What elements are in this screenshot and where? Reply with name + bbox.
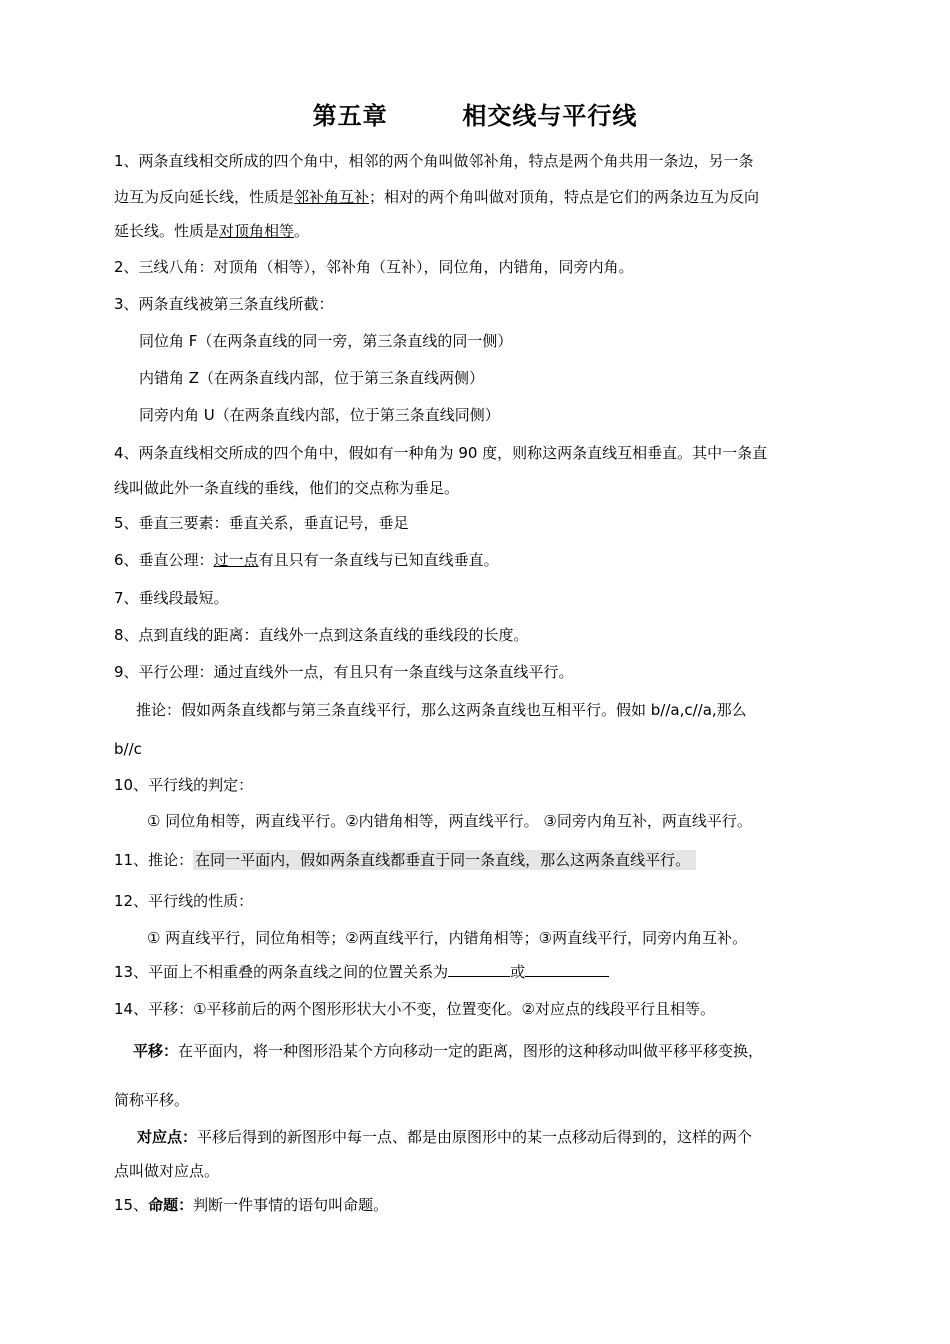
item-15-number: 15、 [114, 1196, 149, 1214]
item-1-line-a: 1、两条直线相交所成的四个角中，相邻的两个角叫做邻补角，特点是两个角共用一条边，另一条 [114, 152, 754, 170]
item-1-text: 边互为反向延长线，性质是 [114, 188, 295, 206]
proposition-term: 命题： [148, 1196, 194, 1214]
item-8: 8、点到直线的距离：直线外一点到这条直线的垂线段的长度。 [114, 626, 529, 644]
item-13 [114, 962, 609, 982]
item-2: 2、三线八角：对顶角（相等），邻补角（互补），同位角，内错角，同旁内角。 [114, 258, 634, 276]
item-1-text: 延长线。性质是 [114, 222, 220, 240]
item-6-text: 有且只有一条直线与已知直线垂直。 [258, 551, 499, 569]
translation-definition-a [133, 1041, 763, 1061]
item-9: 9、平行公理：通过直线外一点，有且只有一条直线与这条直线平行。 [114, 663, 574, 681]
proposition-text: 判断一件事情的语句叫命题。 [193, 1196, 389, 1214]
highlighted-text: 在同一平面内，假如两条直线都垂直于同一条直线，那么这两条直线平行。 [193, 850, 696, 870]
translation-definition-b: 简称平移。 [114, 1091, 190, 1109]
translation-term: 平移： [133, 1042, 179, 1060]
item-1-line-b [114, 187, 759, 207]
item-4-line-a: 4、两条直线相交所成的四个角中，假如有一种角为 90 度，则称这两条直线互相垂直。其中一条直 [114, 444, 768, 462]
item-3-co-interior-angle: 同旁内角 U（在两条直线内部，位于第三条直线同侧） [139, 406, 500, 424]
underlined-term: 对顶角相等 [219, 222, 295, 240]
item-3-alternate-angle: 内错角 Z（在两条直线内部，位于第三条直线两侧） [139, 369, 485, 387]
fill-blank [448, 962, 510, 977]
underlined-term: 邻补角互补 [294, 188, 370, 206]
item-5: 5、垂直三要素：垂直关系，垂直记号，垂足 [114, 514, 409, 532]
item-13-text: 13、平面上不相重叠的两条直线之间的位置关系为 [114, 963, 449, 981]
item-12-head: 12、平行线的性质： [114, 892, 254, 910]
item-11-text: 11、推论： [114, 851, 194, 869]
corresponding-point-definition-a [137, 1127, 752, 1147]
item-4-line-b: 线叫做此外一条直线的垂线，他们的交点称为垂足。 [114, 479, 460, 497]
item-15 [114, 1195, 388, 1215]
item-9-inference-b: b//c [114, 740, 142, 758]
item-6-text: 6、垂直公理： [114, 551, 214, 569]
chapter-title: 第五章 相交线与平行线 [312, 102, 638, 130]
item-10-head: 10、平行线的判定： [114, 776, 254, 794]
item-3-corresponding-angle: 同位角 F（在两条直线的同一旁，第三条直线的同一侧） [139, 332, 513, 350]
item-12-properties: ① 两直线平行，同位角相等；②两直线平行，内错角相等；③两直线平行，同旁内角互补。 [147, 929, 748, 947]
item-11 [114, 850, 696, 870]
item-3-head: 3、两条直线被第三条直线所截： [114, 295, 334, 313]
corresponding-point-text: 平移后得到的新图形中每一点、都是由原图形中的某一点移动后得到的，这样的两个 [197, 1128, 753, 1146]
underlined-term: 过一点 [213, 551, 259, 569]
fill-blank [525, 962, 609, 977]
item-14: 14、平移：①平移前后的两个图形形状大小不变，位置变化。②对应点的线段平行且相等。 [114, 1000, 715, 1018]
translation-text: 在平面内，将一种图形沿某个方向移动一定的距离，图形的这种移动叫做平移平移变换， [178, 1042, 764, 1060]
item-7: 7、垂线段最短。 [114, 589, 229, 607]
item-1-text: ；相对的两个角叫做对顶角，特点是它们的两条边互为反向 [369, 188, 760, 206]
item-9-inference-a: 推论：假如两条直线都与第三条直线平行，那么这两条直线也互相平行。假如 b//a,c//a,那么 [136, 701, 747, 719]
item-13-text: 或 [510, 963, 526, 981]
item-1-line-c [114, 221, 309, 241]
corresponding-point-definition-b: 点叫做对应点。 [114, 1162, 220, 1180]
corresponding-point-term: 对应点： [137, 1128, 198, 1146]
item-1-text: 。 [294, 222, 310, 240]
item-6 [114, 550, 499, 570]
item-10-criteria: ① 同位角相等，两直线平行。②内错角相等，两直线平行。 ③同旁内角互补，两直线平行。 [147, 812, 752, 830]
